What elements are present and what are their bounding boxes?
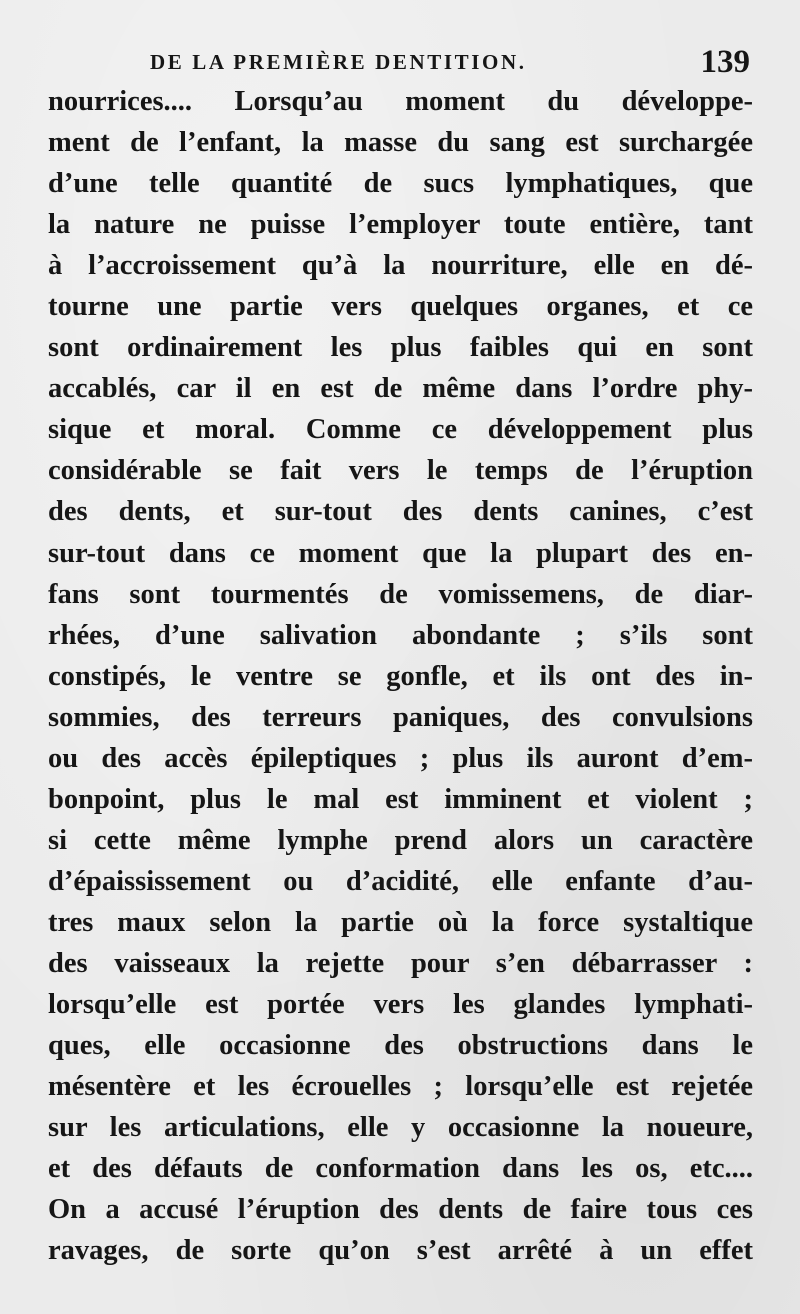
text-line: tourne une partie vers quelques organes, et ce: [48, 291, 753, 323]
text-line: mésentère et les écrouelles ; lorsqu’elle est rejetée: [48, 1071, 753, 1103]
text-line: accablés, car il en est de même dans l’ordre phy-: [48, 373, 753, 405]
text-line: à l’accroissement qu’à la nourriture, elle en dé-: [48, 250, 753, 282]
text-line: sont ordinairement les plus faibles qui en sont: [48, 332, 753, 364]
text-line: d’épaississement ou d’acidité, elle enfante d’au-: [48, 865, 753, 897]
text-line: sur les articulations, elle y occasionne la noueure,: [48, 1112, 753, 1144]
text-line: ravages, de sorte qu’on s’est arrêté à un effet: [48, 1235, 753, 1267]
text-line: si cette même lymphe prend alors un caractère: [48, 824, 753, 856]
text-line: nourrices.... Lorsqu’au moment du développe-: [48, 86, 753, 117]
text-line: la nature ne puisse l’employer toute entière, tant: [48, 209, 753, 241]
text-line: sur-tout dans ce moment que la plupart des en-: [48, 537, 753, 569]
text-line: considérable se fait vers le temps de l’éruption: [48, 455, 753, 487]
text-line: On a accusé l’éruption des dents de faire tous ces: [48, 1194, 753, 1226]
text-line: sique et moral. Comme ce développement plus: [48, 414, 753, 446]
text-line: et des défauts de conformation dans les os, etc....: [48, 1153, 753, 1185]
text-line: ques, elle occasionne des obstructions dans le: [48, 1030, 753, 1062]
text-line: ment de l’enfant, la masse du sang est surchargée: [48, 127, 753, 159]
body-text: [48, 81, 753, 1271]
text-line: des vaisseaux la rejette pour s’en débarrasser :: [48, 947, 753, 979]
running-title: DE LA PREMIÈRE DENTITION.: [150, 50, 527, 74]
running-head: [150, 44, 750, 84]
text-line: ou des accès épileptiques ; plus ils auront d’em-: [48, 742, 753, 774]
text-line: tres maux selon la partie où la force systaltique: [48, 906, 753, 938]
text-line: rhées, d’une salivation abondante ; s’ils sont: [48, 619, 753, 651]
text-line: des dents, et sur-tout des dents canines, c’est: [48, 496, 753, 528]
text-line: lorsqu’elle est portée vers les glandes lymphati-: [48, 989, 753, 1021]
text-line: bonpoint, plus le mal est imminent et violent ;: [48, 783, 753, 815]
text-line: fans sont tourmentés de vomissemens, de diar-: [48, 578, 753, 610]
text-line: sommies, des terreurs paniques, des convulsions: [48, 701, 753, 733]
page-number: 139: [700, 44, 750, 80]
text-line: d’une telle quantité de sucs lymphatiques, que: [48, 168, 753, 200]
text-line: constipés, le ventre se gonfle, et ils ont des in-: [48, 660, 753, 692]
